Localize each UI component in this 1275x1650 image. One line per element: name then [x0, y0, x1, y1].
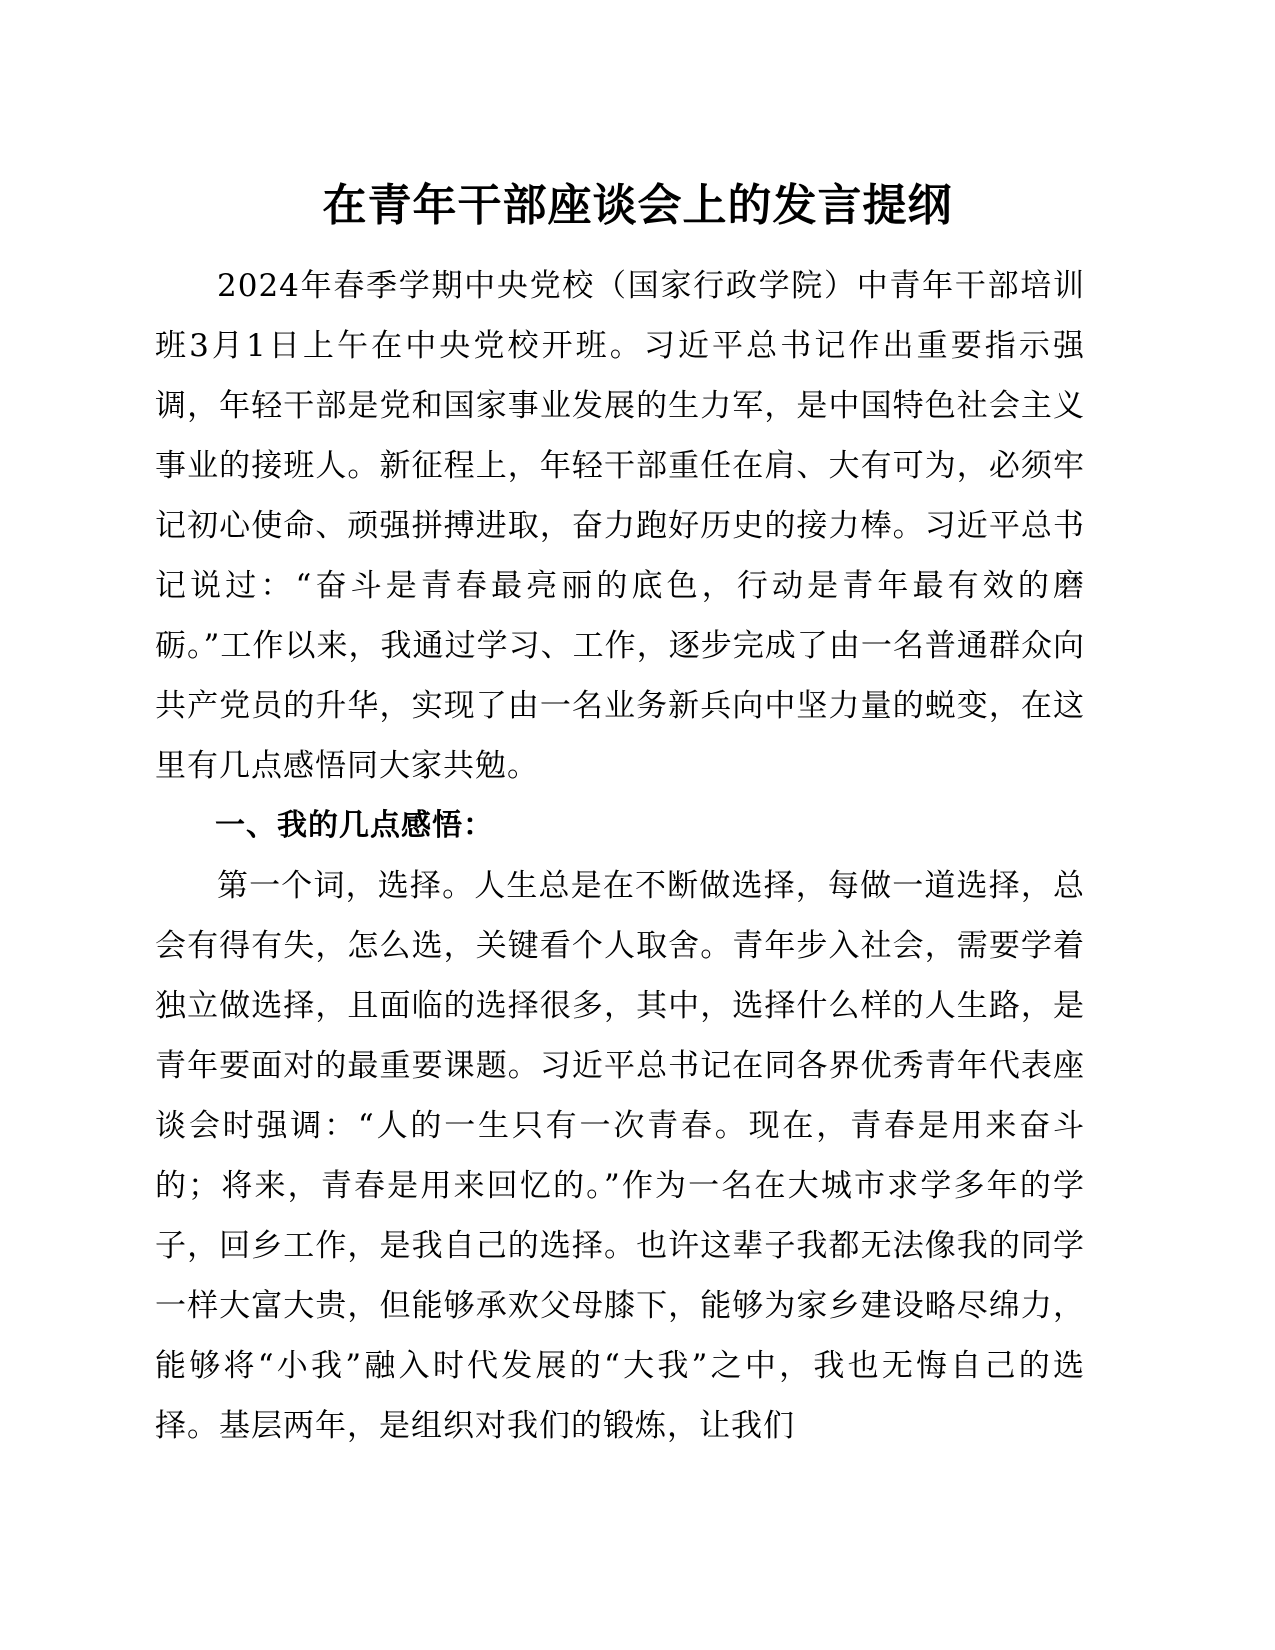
intro-paragraph: 2024年春季学期中央党校（国家行政学院）中青年干部培训班3月1日上午在中央党校开班。习近平总书记作出重要指示强调，年轻干部是党和国家事业发展的生力军，是中国特色社会主义事业的接班人。新征程上，年轻干部重任在肩、大有可为，必须牢记初心使命、顽强拼搏进取，奋力跑好历史的接力棒。习近平总书记说过：“奋斗是青春最亮丽的底色，行动是青年最有效的磨砺。”工作以来，我通过学习、工作，逐步完成了由一名普通群众向共产党员的升华，实现了由一名业务新兵向中坚力量的蜕变，在这里有几点感悟同大家共勉。 — [155, 268, 1085, 784]
document-body — [155, 256, 1085, 1456]
choice-paragraph: 第一个词，选择。人生总是在不断做选择，每做一道选择，总会有得有失，怎么选，关键看个人取舍。青年步入社会，需要学着独立做选择，且面临的选择很多，其中，选择什么样的人生路，是青年要面对的最重要课题。习近平总书记在同各界优秀青年代表座谈会时强调：“人的一生只有一次青春。现在，青春是用来奋斗的；将来，青春是用来回忆的。”作为一名在大城市求学多年的学子，回乡工作，是我自己的选择。也许这辈子我都无法像我的同学一样大富大贵，但能够承欢父母膝下，能够为家乡建设略尽绵力，能够将“小我”融入时代发展的“大我”之中，我也无悔自己的选择。基层两年，是组织对我们的锻炼，让我们 — [155, 868, 1085, 1444]
document-title: 在青年干部座谈会上的发言提纲 — [322, 180, 953, 231]
section-heading: 一、我的几点感悟： — [215, 808, 494, 843]
